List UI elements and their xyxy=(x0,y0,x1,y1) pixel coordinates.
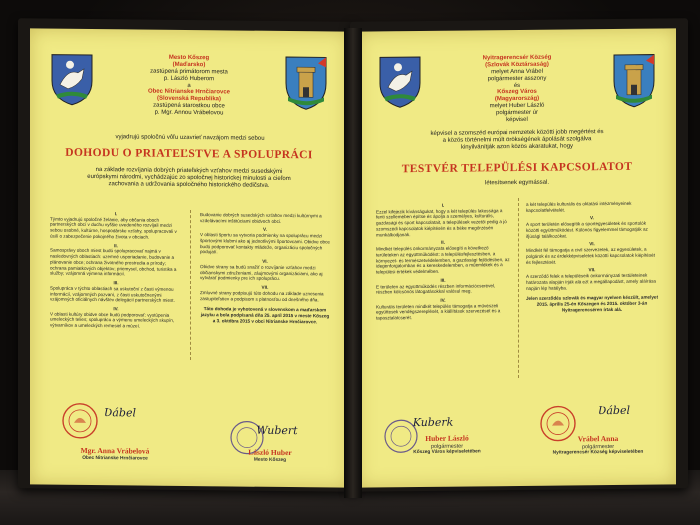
intro-text: vyjadrujú spoločnú vôľu uzavrieť navzájom medzi sebou xyxy=(115,134,265,142)
signatory-name: Mgr. Anna Vrábelová xyxy=(80,445,150,456)
article-text: Mindkét település önkormányzata elősegíti a következő területeken az együttműködést: a településfejlesztésben, a környezet- és természetvédelemben, a gazdasági fejlődésben, az idegenforgalomban és a kereskedelemben, a műemlékek és a települési értékek védelmében. xyxy=(376,245,510,275)
signatory-org: Kőszeg Város képviseletében xyxy=(413,449,481,456)
document-page-slovak xyxy=(30,28,348,487)
header-country-hungary: (Magyarország) xyxy=(494,96,540,103)
article-text: a két település kulturális és oktatási intézményeinek kapcsolatfelvételét. xyxy=(526,200,632,213)
handwritten-signature-huber: Wubert xyxy=(256,423,298,438)
document-title: DOHODU O PRIATEĽSTVE A SPOLUPRÁCI xyxy=(65,146,313,162)
intro-line: a közös történelmi múlt örökségének ápolását szolgálva xyxy=(442,136,592,144)
header-city-koszeg: Mesto Kőszeg xyxy=(168,54,210,62)
header-rep-line: polgármester asszony xyxy=(487,75,547,82)
article-text: Budovanie dobrých susedských vzťahov medzi kultúrnymi a vzdelávacími inštitúciami obidvoch obcí. xyxy=(200,212,322,224)
column-divider xyxy=(518,198,519,378)
article-heading: IV. xyxy=(113,306,119,312)
signatory-role: polgármester xyxy=(430,443,464,450)
article-text: Mindkét fél támogatja a civil szervezetek, az egyesületek, a polgárok és az érdekképviseletek közötti kapcsolatok kiépítését és fejlesztését. xyxy=(526,246,655,265)
article-text: A szerződő felek a településeik önkormányzati testületeinek határozata alapján írják alá ezt a megállapodást, amely aláírása napján lép hatályba. xyxy=(526,272,656,291)
header-rep-line: p. Mgr. Annou Vrábelovou xyxy=(154,109,224,117)
handwritten-signature-vrabel: Ʋábel xyxy=(598,403,630,418)
article-heading: VII. xyxy=(261,284,269,290)
article-text: V oblasti športu sa vytvoria podmienky na spoluprácu medzi športovými klubmi ako aj jednotlivými športovcami. Obidve obce budú podporovať kontakty mládeže, organizáciu spoločných podujatí. xyxy=(200,232,330,255)
article-heading: II. xyxy=(114,242,118,248)
handwritten-signature-huber: Kuberk xyxy=(412,415,454,430)
article-text: V oblasti kultúry obidve obce budú podporovať: vystúpenia umeleckých telies; spoluprácu a výmenu umeleckých skupín, výtvarníkov a umeleckých remesiel a múzeí. xyxy=(50,311,175,329)
header-and: a xyxy=(187,82,191,89)
intro-line: kinyilvánítják azon közös akaratukat, hogy xyxy=(460,143,574,151)
signatory-name: László Huber xyxy=(248,447,292,458)
header-city-koszeg: Kőszeg Város xyxy=(497,89,537,96)
signatory-name: Vrábel Anna xyxy=(577,433,619,444)
header-rep-line: zastúpená starostkou obce xyxy=(153,102,225,110)
closing-statement: Jelen szerződés szlovák és magyar nyelven készült, amelyet 2015. április 25-én Kőszegen és 2015. október 3-án Nyitragerencséren írtak alá. xyxy=(526,294,659,313)
article-heading: III. xyxy=(113,280,119,286)
header-rep-line: polgármester úr xyxy=(495,109,539,117)
article-heading: III. xyxy=(440,277,446,283)
signatory-org: Mesto Kőszeg xyxy=(253,457,287,463)
header-country-hungary: (Maďarsko) xyxy=(172,61,206,69)
document-page-hungarian xyxy=(358,28,676,487)
coat-of-arms-rider-icon xyxy=(376,53,424,110)
article-text: Spolupráca v týchto oblastiach sa uskutoční z časti výmenou informácií, vzájomných pozvaní, z časti uskutočnenými vzájomných oficiálnych návštev delegácií partnerských miest. xyxy=(50,285,175,304)
header-rep-line: p. László Huberom xyxy=(163,75,215,82)
header-country-slovakia: (Slovenská Republika) xyxy=(156,96,222,103)
article-heading: V. xyxy=(263,227,267,233)
article-heading: VII. xyxy=(588,267,596,273)
article-text: Obidve strany sa budú snažiť o rozvíjanie vzťahov medzi občianskymi združeniami, záujmovými organizáciami, ako aj vytvárať podmienky pre ich spoluprácu. xyxy=(200,263,323,282)
article-text: Týmto vyjadrujú spoločné želanie, aby občania oboch partnerských obcí v duchu vyššie uvedeného rozvíjali medzi sebou osobné, kultúrne, hospodárske vzťahy, spolupracovali v úsilí o zabezpečenie pokojného života v obciach. xyxy=(50,216,177,240)
header-rep-line: zastúpená primátorom mesta xyxy=(150,68,228,76)
header-rep-line: melyet Huber László xyxy=(489,102,545,110)
article-heading: II. xyxy=(441,240,445,246)
handwritten-signature-vrabelova: Ʋábel xyxy=(104,406,136,420)
signatory-org: Nyitragerencsér Község képviseletében xyxy=(552,449,644,456)
header-city-nyitragerencser: Nyitragerencsér Község xyxy=(482,54,552,62)
signatory-name: Huber László xyxy=(425,433,469,443)
signatory-org: Obec Nitrianske Hrnčiarovce xyxy=(82,455,148,462)
article-text: Kulturális területen mindkét település támogatja a művészeti együttesek vendégszereplését, a kiállítások szervezését és a tapasztalatcserét. xyxy=(376,302,501,321)
article-heading: VI. xyxy=(262,258,268,264)
coat-of-arms-tower-icon xyxy=(282,53,330,112)
article-heading: I. xyxy=(441,202,445,208)
document-title: TESTVÉR TELEPÜLÉSI KAPCSOLATOT xyxy=(401,160,633,176)
article-text: E területen az együttműködés részben információcserével, részben kölcsönös látogatásokkal valósul meg. xyxy=(376,282,496,295)
document-subtitle: létesítsenek egymással. xyxy=(484,179,550,187)
article-heading: VI. xyxy=(589,241,595,247)
coat-of-arms-rider-icon xyxy=(48,51,96,108)
header-country-slovakia: (Szlovák Köztársaság) xyxy=(485,61,549,69)
header-rep-line: melyet Anna Vrábel xyxy=(491,68,543,76)
intro-line: képvisel a szomszéd európai nemzetek közötti jobb megértést és xyxy=(430,129,604,137)
column-divider xyxy=(190,210,191,360)
article-text: A sport területén elősegítik a sportegyesületek és sportolók közötti együttműködést. Különös figyelemmel támogatják az ifjúsági találkozókat. xyxy=(526,220,648,239)
article-text: Zmluvné strany podpisujú túto dohodu na základe uznesenia zastupiteľstiev a podpisom s platnosťou od dnešného dňa. xyxy=(200,289,324,302)
subtitle-line: európskymi národmi, vychádzajúc zo spoločnej historickej minulosti a cieľom xyxy=(87,173,291,182)
subtitle-line: na základe rozvíjania dobrých priateľských vzťahov medzi susedskými xyxy=(95,167,283,175)
article-text: Samosprávy oboch miest budú spolupracovať najmä v nasledovných oblastiach: uzemné usporiadanie, budovanie a plánovanie obce; ochrana životného prostredia a prírody; ochrana pamiatkových objektov; priemysel, obchod, turistika a služby; vzájomná výmena informácií. xyxy=(50,247,177,277)
header-rep-line: képvisel xyxy=(506,116,528,124)
coat-of-arms-tower-icon xyxy=(610,51,658,110)
article-column-2 xyxy=(200,212,330,325)
article-column-1 xyxy=(50,211,182,330)
article-heading: I. xyxy=(114,211,118,217)
article-text: Ezzel kifejezik kívánságukat, hogy a két település lakossága a fenti szellemében építse és ápolja a személyes, kulturális, gazdasági és sport kapcsolatait, a települések vezetői pedig a jó szomszédi kapcsolatok kiépítésén és a béke megőrzésén munkálkodjanak. xyxy=(376,207,507,238)
header-city-nitrianske: Obec Nitrianske Hrnčiarovce xyxy=(147,89,231,96)
article-heading: V. xyxy=(590,215,594,221)
article-column-1 xyxy=(376,202,510,321)
subtitle-line: zachovania a udržovania spoločného historického dedičstva. xyxy=(108,180,270,189)
article-heading: IV. xyxy=(440,297,446,303)
signatory-role: polgármester xyxy=(581,443,615,450)
closing-statement: Táto dohoda je vyhotovená v slovenskom a maďarskom jazyku a bola podpísaná dňa 25. apríl 2015 v meste Kőszeg a 3. októbra 2015 v obci Nitrianske Hrnčiarovce. xyxy=(200,306,330,325)
article-column-2 xyxy=(526,201,658,314)
header-and: és xyxy=(513,82,521,89)
folder-spine xyxy=(344,28,362,498)
